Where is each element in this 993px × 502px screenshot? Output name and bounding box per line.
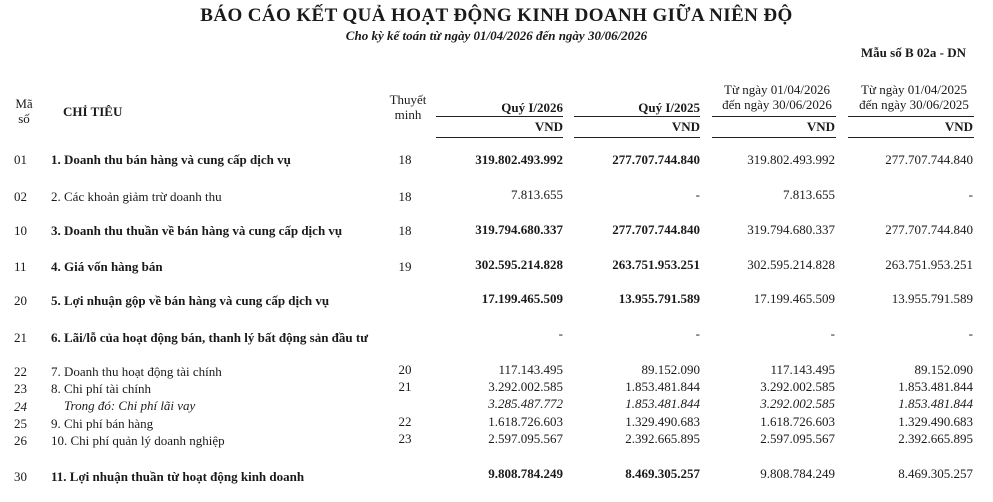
row-30-value-q1-2026: 9.808.784.249 (488, 466, 563, 481)
row-25-value-period-2025: 1.329.490.683 (898, 414, 973, 429)
row-25-code: 25 (14, 416, 27, 431)
row-11-value-period-2025: 263.751.953.251 (885, 257, 973, 272)
row-23-value-period-2025: 1.853.481.844 (898, 379, 973, 394)
row-30-value-q1-2025: 8.469.305.257 (625, 466, 700, 481)
unit-rule-2 (574, 137, 700, 138)
row-30-value-period-2026: 9.808.784.249 (760, 466, 835, 481)
row-22-value-period-2026: 117.143.495 (770, 362, 835, 377)
header-col-period-2026: Từ ngày 01/04/2026 đến ngày 30/06/2026 (722, 82, 832, 112)
form-code: Mẫu số B 02a - DN (860, 45, 966, 60)
row-23-name: 8. Chi phí tài chính (51, 381, 152, 396)
row-20-value-q1-2025: 13.955.791.589 (618, 291, 700, 306)
row-25-note: 22 (398, 414, 412, 429)
row-21-code: 21 (14, 330, 27, 345)
row-11-value-period-2026: 302.595.214.828 (747, 257, 835, 272)
unit-rule-1 (436, 137, 563, 138)
row-22-value-q1-2026: 117.143.495 (498, 362, 563, 377)
row-26-code: 26 (14, 433, 27, 448)
row-11-name: 4. Giá vốn hàng bán (51, 259, 163, 274)
header-item: CHỈ TIÊU (63, 104, 123, 119)
row-24-value-period-2025: 1.853.481.844 (898, 396, 973, 411)
row-25-name: 9. Chi phí bán hàng (51, 416, 154, 431)
row-11-value-q1-2026: 302.595.214.828 (475, 257, 563, 272)
row-25-value-period-2026: 1.618.726.603 (760, 414, 835, 429)
row-10-code: 10 (14, 223, 27, 238)
row-21-value-period-2025: - (968, 326, 973, 341)
row-22-code: 22 (14, 364, 27, 379)
row-20-value-period-2025: 13.955.791.589 (891, 291, 973, 306)
row-24-value-period-2026: 3.292.002.585 (760, 396, 835, 411)
row-30-name: 11. Lợi nhuận thuần từ hoạt động kinh doanh (51, 469, 305, 484)
row-10-value-period-2026: 319.794.680.337 (747, 222, 835, 237)
row-21-name: 6. Lãi/lỗ của hoạt động bán, thanh lý bất động sản đầu tư (51, 330, 369, 345)
row-11-value-q1-2025: 263.751.953.251 (612, 257, 700, 272)
row-21-value-period-2026: - (830, 326, 835, 341)
row-22-value-q1-2025: 89.152.090 (641, 362, 700, 377)
report-title: BÁO CÁO KẾT QUẢ HOẠT ĐỘNG KINH DOANH GIỮA NIÊN ĐỘ (200, 5, 793, 26)
row-23-note: 21 (398, 379, 412, 394)
row-10-value-period-2025: 277.707.744.840 (885, 222, 973, 237)
row-02-name: 2. Các khoản giảm trừ doanh thu (51, 189, 222, 204)
row-22-value-period-2025: 89.152.090 (914, 362, 973, 377)
header-rule-2 (574, 116, 700, 117)
row-26-note: 23 (398, 431, 412, 446)
row-01-value-period-2025: 277.707.744.840 (885, 152, 973, 167)
unit-col-1: VND (534, 119, 563, 134)
header-rule-4 (848, 116, 974, 117)
row-02-value-period-2025: - (968, 187, 973, 202)
row-24-code: 24 (14, 399, 27, 414)
unit-col-4: VND (944, 119, 973, 134)
header-col-q1-2025: Quý I/2025 (638, 100, 700, 115)
row-10-value-q1-2026: 319.794.680.337 (475, 222, 563, 237)
row-20-name: 5. Lợi nhuận gộp về bán hàng và cung cấp dịch vụ (51, 293, 330, 308)
row-23-code: 23 (14, 381, 27, 396)
row-10-name: 3. Doanh thu thuần về bán hàng và cung cấp dịch vụ (51, 223, 343, 238)
row-25-value-q1-2026: 1.618.726.603 (488, 414, 563, 429)
row-24-value-q1-2026: 3.285.487.772 (488, 396, 563, 411)
row-01-code: 01 (14, 152, 27, 167)
header-col-period-2025: Từ ngày 01/04/2025 đến ngày 30/06/2025 (859, 82, 969, 112)
row-30-code: 30 (14, 469, 27, 484)
row-22-note: 20 (398, 362, 412, 377)
header-code: Mã số (15, 96, 33, 126)
unit-rule-4 (848, 137, 974, 138)
row-02-note: 18 (398, 189, 412, 204)
row-26-value-q1-2026: 2.597.095.567 (488, 431, 563, 446)
row-11-note: 19 (398, 259, 412, 274)
row-26-name: 10. Chi phí quản lý doanh nghiệp (51, 433, 225, 448)
unit-rule-3 (712, 137, 836, 138)
row-01-name: 1. Doanh thu bán hàng và cung cấp dịch vụ (51, 152, 291, 167)
row-23-value-period-2026: 3.292.002.585 (760, 379, 835, 394)
header-note: Thuyết minh (389, 92, 427, 122)
row-30-value-period-2025: 8.469.305.257 (898, 466, 973, 481)
header-rule-3 (712, 116, 836, 117)
row-20-value-q1-2026: 17.199.465.509 (481, 291, 563, 306)
unit-col-2: VND (671, 119, 700, 134)
row-01-value-q1-2026: 319.802.493.992 (475, 152, 563, 167)
row-01-value-period-2026: 319.802.493.992 (747, 152, 835, 167)
row-22-name: 7. Doanh thu hoạt động tài chính (51, 364, 222, 379)
header-rule-1 (436, 116, 563, 117)
row-24-value-q1-2025: 1.853.481.844 (625, 396, 700, 411)
row-20-value-period-2026: 17.199.465.509 (753, 291, 835, 306)
report-period: Cho kỳ kế toán từ ngày 01/04/2026 đến ngày 30/06/2026 (345, 28, 648, 43)
row-26-value-q1-2025: 2.392.665.895 (625, 431, 700, 446)
unit-col-3: VND (806, 119, 835, 134)
row-26-value-period-2026: 2.597.095.567 (760, 431, 835, 446)
header-col-q1-2026: Quý I/2026 (501, 100, 563, 115)
row-01-value-q1-2025: 277.707.744.840 (612, 152, 700, 167)
row-11-code: 11 (14, 259, 27, 274)
row-25-value-q1-2025: 1.329.490.683 (625, 414, 700, 429)
row-23-value-q1-2025: 1.853.481.844 (625, 379, 700, 394)
row-24-name: Trong đó: Chi phí lãi vay (64, 398, 196, 413)
row-26-value-period-2025: 2.392.665.895 (898, 431, 973, 446)
row-02-value-q1-2025: - (695, 187, 700, 202)
row-23-value-q1-2026: 3.292.002.585 (488, 379, 563, 394)
row-20-code: 20 (14, 293, 27, 308)
row-02-value-period-2026: 7.813.655 (783, 187, 835, 202)
row-01-note: 18 (398, 152, 412, 167)
row-02-code: 02 (14, 189, 27, 204)
row-10-value-q1-2025: 277.707.744.840 (612, 222, 700, 237)
row-02-value-q1-2026: 7.813.655 (511, 187, 563, 202)
row-21-value-q1-2026: - (558, 326, 563, 341)
row-10-note: 18 (398, 223, 412, 238)
row-21-value-q1-2025: - (695, 326, 700, 341)
